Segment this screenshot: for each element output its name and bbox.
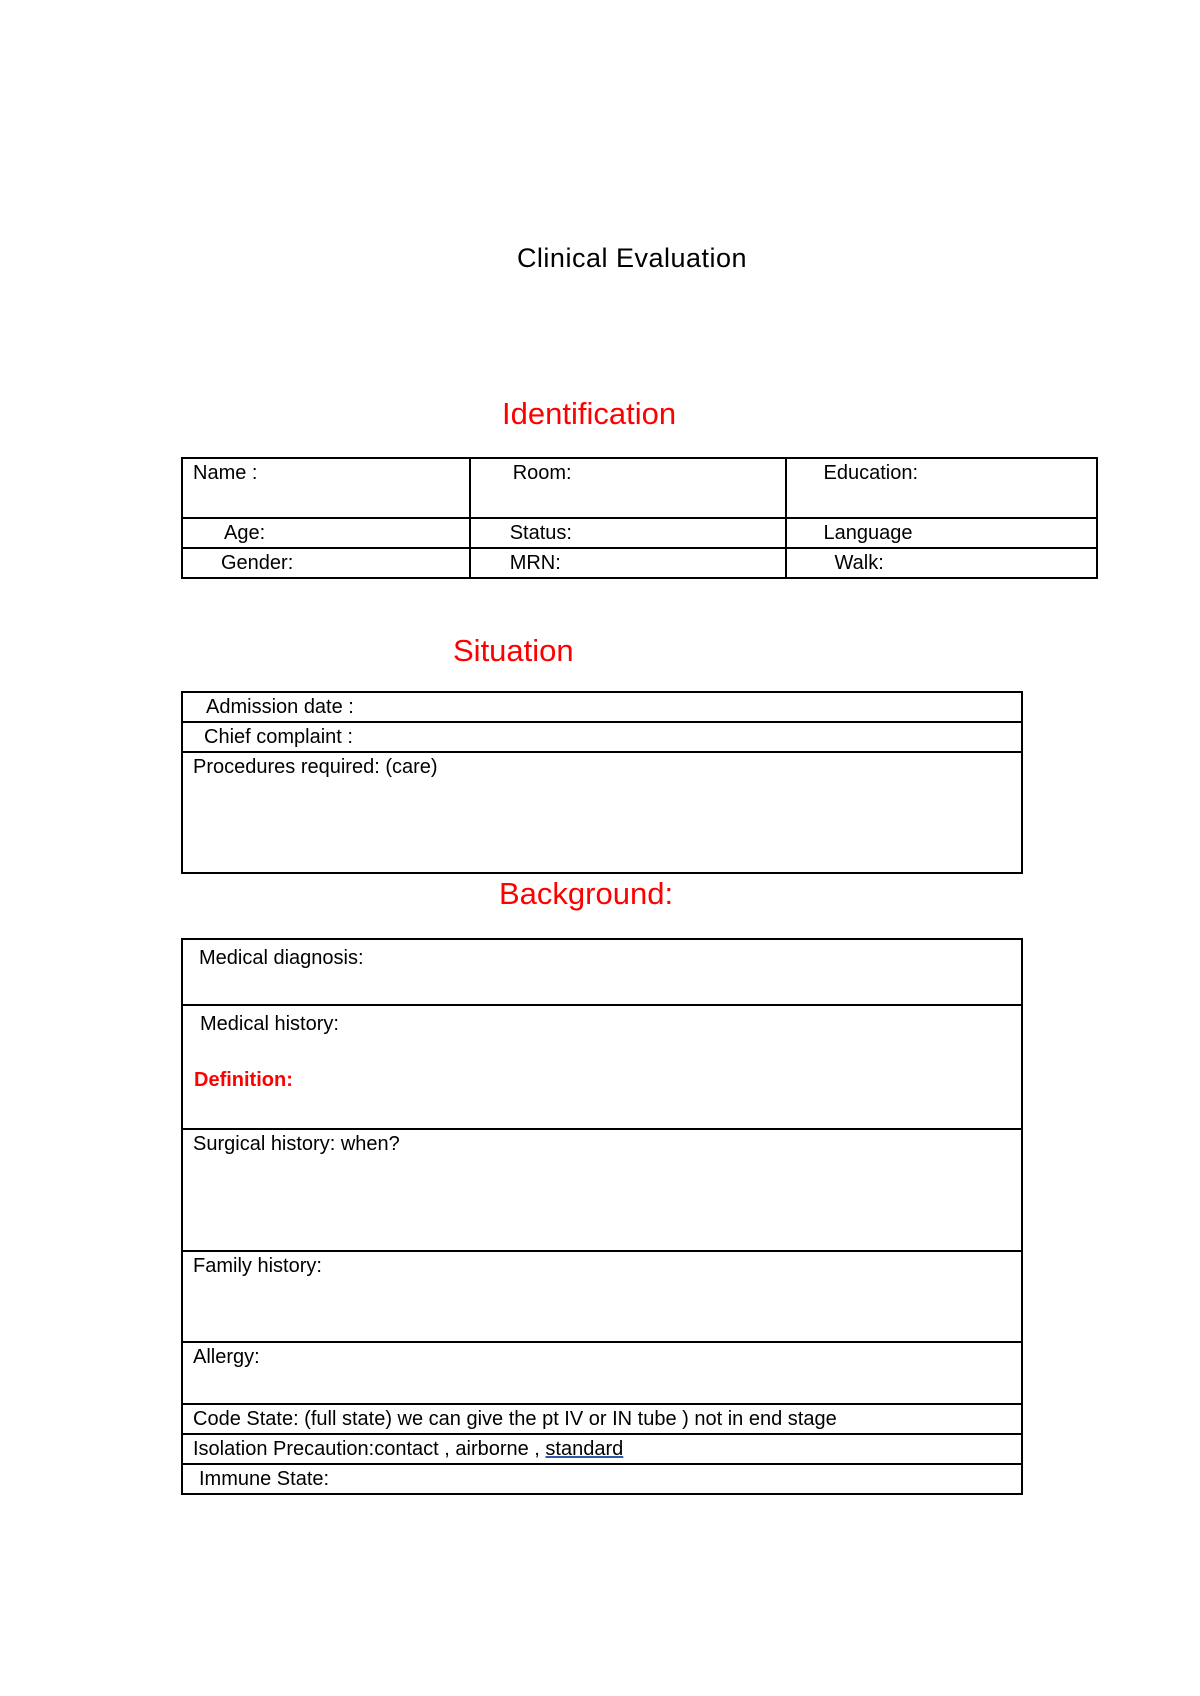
chief-complaint-field[interactable]: Chief complaint : bbox=[182, 722, 1022, 752]
isolation-precaution-text: Isolation Precaution:contact , airborne , bbox=[193, 1438, 546, 1460]
isolation-precaution-field[interactable] bbox=[182, 1434, 1022, 1464]
medical-history-label: Medical history: bbox=[200, 1013, 339, 1035]
language-field[interactable]: Language bbox=[786, 518, 1097, 548]
isolation-standard-text: standard bbox=[545, 1438, 624, 1460]
identification-table bbox=[181, 457, 1098, 579]
name-field[interactable]: Name : bbox=[182, 458, 470, 518]
procedures-required-field[interactable]: Procedures required: (care) bbox=[182, 752, 1022, 873]
code-state-field[interactable]: Code State: (full state) we can give the pt IV or IN tube ) not in end stage bbox=[182, 1404, 1022, 1434]
document-title: Clinical Evaluation bbox=[516, 243, 748, 273]
admission-date-field[interactable]: Admission date : bbox=[182, 692, 1022, 722]
education-field[interactable]: Education: bbox=[786, 458, 1097, 518]
surgical-history-field[interactable]: Surgical history: when? bbox=[182, 1129, 1022, 1251]
gender-field[interactable]: Gender: bbox=[182, 548, 470, 578]
identification-heading: Identification bbox=[502, 396, 677, 431]
room-field[interactable]: Room: bbox=[470, 458, 786, 518]
medical-diagnosis-field[interactable]: Medical diagnosis: bbox=[182, 939, 1022, 1005]
medical-history-field[interactable] bbox=[182, 1005, 1022, 1129]
mrn-field[interactable]: MRN: bbox=[470, 548, 786, 578]
family-history-field[interactable]: Family history: bbox=[182, 1251, 1022, 1342]
background-heading: Background: bbox=[499, 876, 674, 911]
status-field[interactable]: Status: bbox=[470, 518, 786, 548]
walk-field[interactable]: Walk: bbox=[786, 548, 1097, 578]
definition-label: Definition: bbox=[194, 1069, 293, 1091]
immune-state-field[interactable]: Immune State: bbox=[182, 1464, 1022, 1494]
situation-heading: Situation bbox=[453, 633, 574, 668]
situation-table bbox=[181, 691, 1023, 874]
allergy-field[interactable]: Allergy: bbox=[182, 1342, 1022, 1404]
age-field[interactable]: Age: bbox=[182, 518, 470, 548]
background-table bbox=[181, 938, 1023, 1495]
